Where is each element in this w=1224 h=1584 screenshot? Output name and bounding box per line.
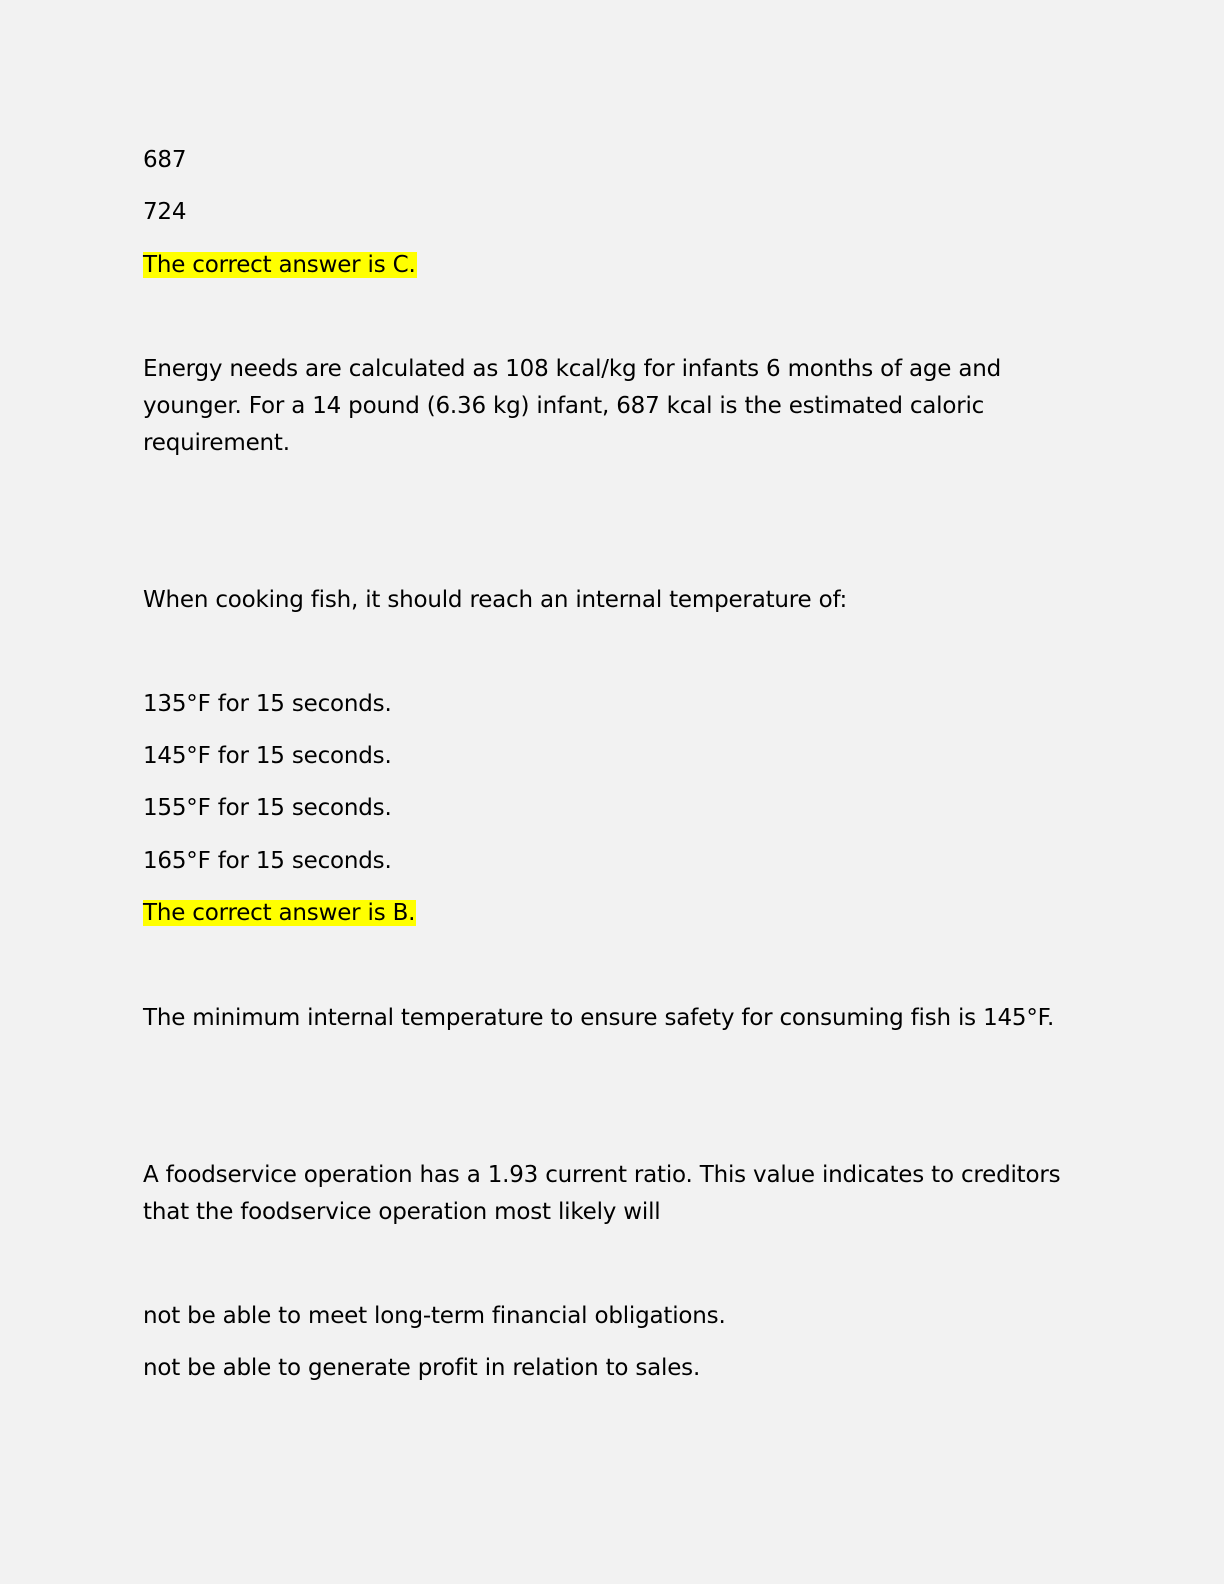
answer-option: 687 [143, 147, 187, 173]
answer-option: 145°F for 15 seconds. [143, 743, 392, 769]
question-text: A foodservice operation has a 1.93 current ratio. This value indicates to creditors that the foodservice operation most likely will [143, 1162, 1061, 1225]
answer-option: 165°F for 15 seconds. [143, 848, 392, 874]
correct-answer-highlight: The correct answer is B. [143, 900, 416, 926]
answer-option: 135°F for 15 seconds. [143, 691, 392, 717]
correct-answer-highlight: The correct answer is C. [143, 252, 416, 278]
correct-answer-line [143, 247, 417, 284]
answer-option: not be able to meet long-term financial obligations. [143, 1303, 726, 1329]
question-text: When cooking fish, it should reach an internal temperature of: [143, 587, 848, 613]
answer-explanation: The minimum internal temperature to ensure safety for consuming fish is 145°F. [143, 1005, 1055, 1031]
answer-option: 724 [143, 199, 187, 225]
answer-option: not be able to generate profit in relation to sales. [143, 1355, 701, 1381]
correct-answer-line [143, 895, 416, 932]
answer-option: 155°F for 15 seconds. [143, 795, 392, 821]
answer-explanation: Energy needs are calculated as 108 kcal/kg for infants 6 months of age and younger. For a 14 pound (6.36 kg) infant, 687 kcal is the estimated caloric requirement. [143, 356, 1002, 456]
